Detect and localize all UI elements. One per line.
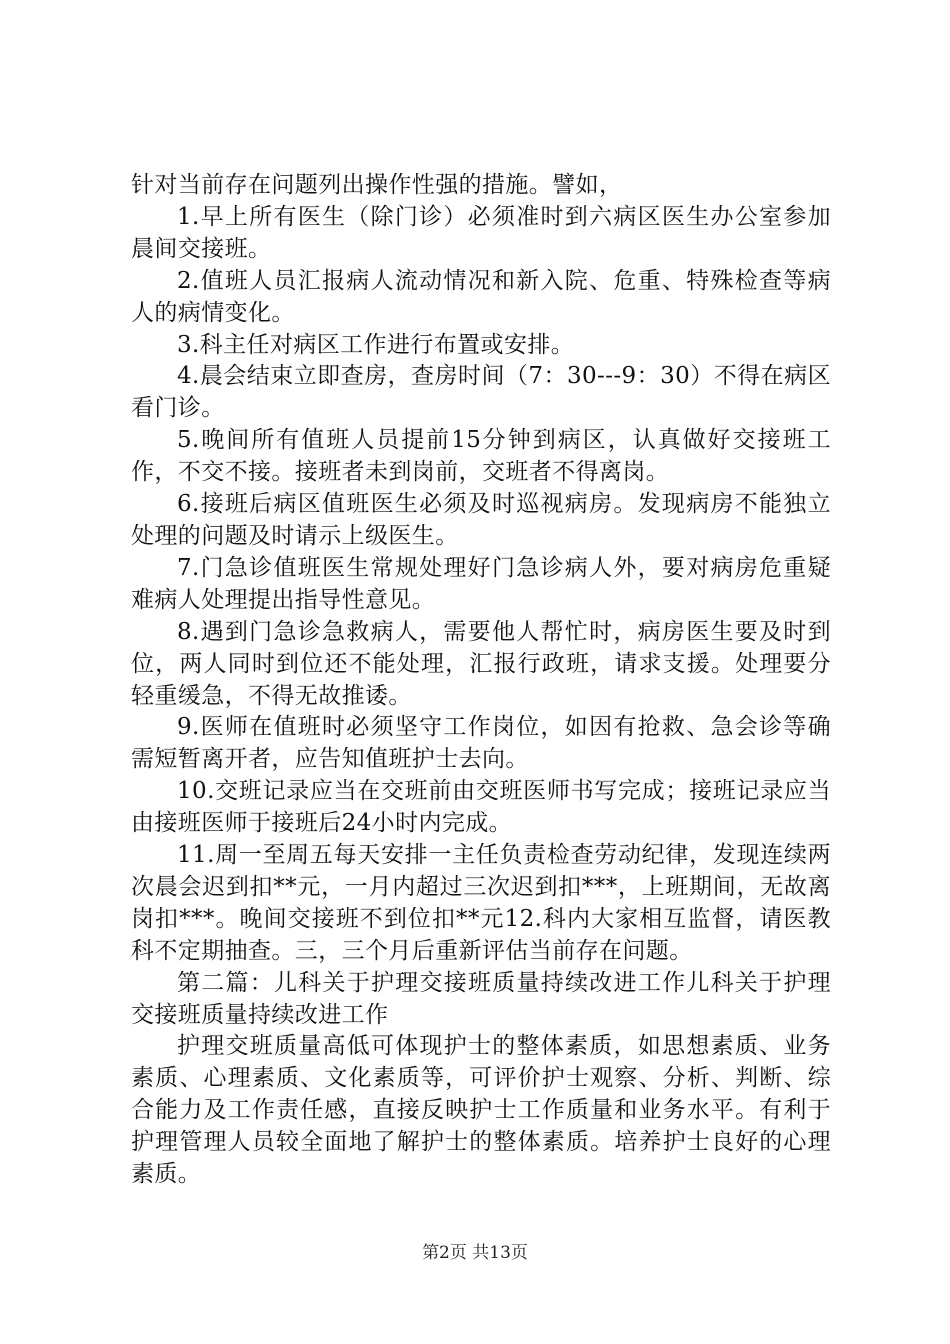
paragraph-item-4: 4.晨会结束立即查房，查房时间（7：30---9：30）不得在病区看门诊。 <box>131 363 831 422</box>
paragraph-item-11: 11.周一至周五每天安排一主任负责检查劳动纪律，发现连续两次晨会迟到扣**元，一月内超过三次迟到扣***，上班期间，无故离岗扣***。晚间交接班不到位扣**元12.科内大家相互监督，请医教科不定期抽查。三，三个月后重新评估当前存在问题。 <box>131 842 831 964</box>
paragraph-item-9: 9.医师在值班时必须坚守工作岗位，如因有抢救、急会诊等确需短暂离开者，应告知值班护士去向。 <box>131 714 831 773</box>
paragraph-item-10: 10.交班记录应当在交班前由交班医师书写完成；接班记录应当由接班医师于接班后24小时内完成。 <box>131 778 831 837</box>
paragraph-intro: 针对当前存在问题列出操作性强的措施。譬如， <box>131 172 623 198</box>
paragraph-item-8: 8.遇到门急诊急救病人，需要他人帮忙时，病房医生要及时到位，两人同时到位还不能处理，汇报行政班，请求支援。处理要分轻重缓急，不得无故推诿。 <box>131 618 831 709</box>
paragraph-item-3: 3.科主任对病区工作进行布置或安排。 <box>177 331 575 358</box>
paragraph-item-2: 2.值班人员汇报病人流动情况和新入院、危重、特殊检查等病人的病情变化。 <box>131 267 831 326</box>
paragraph-item-7: 7.门急诊值班医生常规处理好门急诊病人外，要对病房危重疑难病人处理提出指导性意见。 <box>131 554 831 613</box>
paragraph-item-5: 5.晚间所有值班人员提前15分钟到病区，认真做好交接班工作，不交不接。接班者未到岗前，交班者不得离岗。 <box>131 427 831 486</box>
document-body <box>131 170 831 1191</box>
paragraph-item-1: 1.早上所有医生（除门诊）必须准时到六病区医生办公室参加晨间交接班。 <box>131 203 831 262</box>
page-number-footer: 第2页 共13页 <box>422 1243 528 1263</box>
section-heading-second: 第二篇：儿科关于护理交接班质量持续改进工作儿科关于护理交接班质量持续改进工作 <box>131 969 831 1028</box>
paragraph-nursing-quality: 护理交班质量高低可体现护士的整体素质，如思想素质、业务素质、心理素质、文化素质等，可评价护士观察、分析、判断、综合能力及工作责任感，直接反映护士工作质量和业务水平。有利于护理管理人员较全面地了解护士的整体素质。培养护士良好的心理素质。 <box>131 1033 831 1188</box>
paragraph-item-6: 6.接班后病区值班医生必须及时巡视病房。发现病房不能独立处理的问题及时请示上级医生。 <box>131 491 831 549</box>
